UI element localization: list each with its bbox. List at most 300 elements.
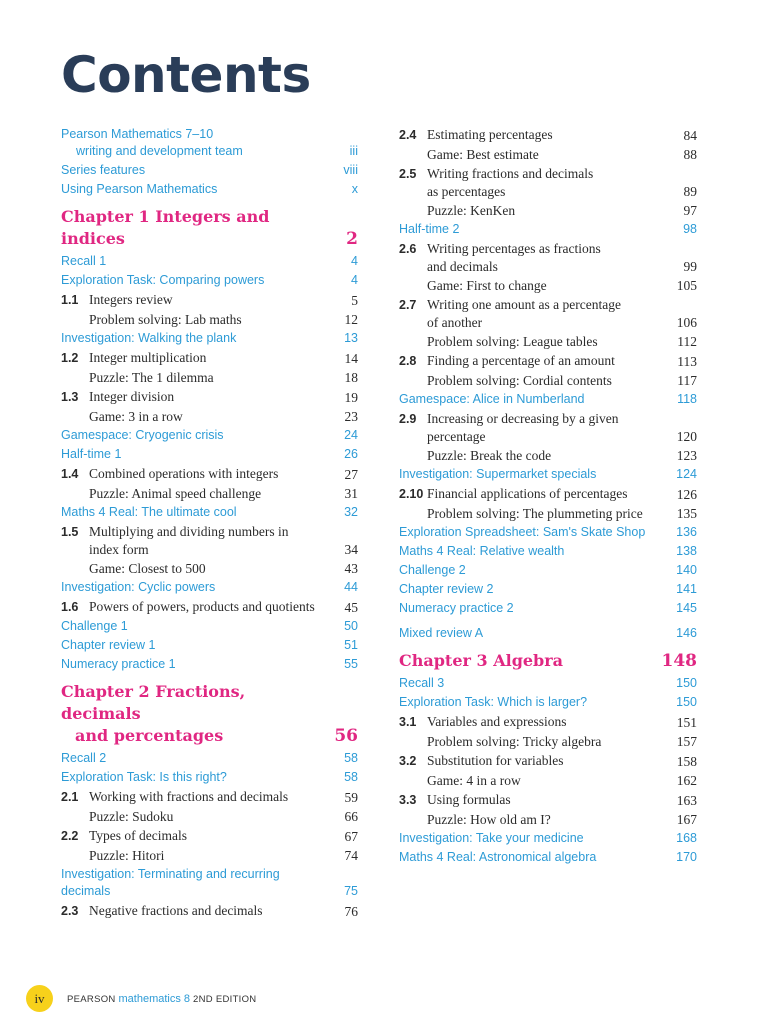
toc-entry — [399, 447, 697, 464]
page-ref: 89 — [683, 184, 697, 199]
page-ref: 51 — [344, 638, 358, 652]
toc-entry — [61, 311, 358, 328]
toc-entry-title: Estimating percentages — [427, 127, 553, 142]
toc-entry-title: Integers review — [89, 292, 173, 307]
page-ref: 27 — [344, 467, 358, 482]
toc-entry[interactable] — [61, 750, 358, 767]
toc-entry-label — [399, 372, 663, 389]
toc-entry-label — [399, 410, 663, 445]
toc-entry — [399, 296, 697, 331]
section-number: 2.1 — [61, 790, 79, 804]
toc-entry-label — [399, 581, 663, 598]
page-ref: 12 — [344, 312, 358, 327]
toc-entry — [399, 772, 697, 789]
page-number-badge: iv — [26, 985, 53, 1012]
toc-entry — [399, 126, 697, 144]
toc-entry-label — [61, 181, 324, 198]
page-ref: 168 — [676, 831, 697, 845]
section-number: 2.8 — [399, 354, 417, 368]
toc-entry-title: Numeracy practice 1 — [61, 657, 176, 671]
page-ref: 141 — [676, 582, 697, 596]
toc-entry — [399, 146, 697, 163]
toc-entry-title: Investigation: Cyclic powers — [61, 580, 216, 594]
toc-entry-title: Gamespace: Cryogenic crisis — [61, 428, 224, 442]
toc-entry — [399, 791, 697, 809]
footer-brand: mathematics 8 — [118, 992, 191, 1005]
toc-entry-title-continued: and decimals — [427, 259, 498, 274]
toc-entry-label — [61, 126, 324, 160]
toc-entry-label — [399, 675, 663, 692]
toc-entry-label — [61, 788, 324, 806]
page-ref: 136 — [676, 525, 697, 539]
toc-entry-title: Writing fractions and decimals — [427, 166, 594, 181]
page-ref: 97 — [683, 203, 697, 218]
toc-entry-title: Finding a percentage of an amount — [427, 353, 615, 368]
toc-entry-title: Financial applications of percentages — [427, 486, 628, 501]
page-ref: 24 — [344, 428, 358, 442]
toc-entry-label — [399, 811, 663, 828]
page-ref: 4 — [351, 254, 358, 268]
toc-entry-title: Game: Best estimate — [427, 147, 539, 162]
toc-entry[interactable] — [399, 625, 697, 642]
section-number: 1.2 — [61, 351, 79, 365]
toc-entry-title: Increasing or decreasing by a given — [427, 411, 619, 426]
toc-entry-title: Chapter 1 Integers and indices — [61, 207, 270, 248]
toc-entry-title-continued: writing and development team — [76, 144, 243, 158]
toc-entry — [61, 369, 358, 386]
page-ref: 13 — [344, 331, 358, 345]
page-ref: 58 — [344, 751, 358, 765]
toc-entry — [61, 598, 358, 616]
toc-entry — [61, 408, 358, 425]
page-ref: 74 — [344, 848, 358, 863]
page-ref: 140 — [676, 563, 697, 577]
toc-entry-label — [399, 524, 663, 541]
toc-entry-label — [399, 240, 663, 275]
page-ref: 26 — [344, 447, 358, 461]
page-ref: 118 — [677, 392, 697, 406]
toc-entry-title: Recall 1 — [61, 254, 107, 268]
page-ref: 117 — [677, 373, 697, 388]
toc-entry-title-continued: as percentages — [427, 184, 506, 199]
toc-entry[interactable] — [399, 221, 697, 238]
toc-entry-title: Substitution for variables — [427, 753, 564, 768]
toc-entry-title: Numeracy practice 2 — [399, 601, 514, 615]
toc-entry-title: Exploration Task: Comparing powers — [61, 273, 265, 287]
page-ref: 113 — [677, 354, 697, 369]
toc-entry-title: Series features — [61, 163, 146, 177]
toc-entry-title: Pearson Mathematics 7–10 — [61, 127, 214, 141]
toc-entry-label — [61, 206, 324, 250]
toc-entry-label — [61, 388, 324, 406]
toc-entry-label — [399, 296, 663, 331]
chapter-heading[interactable] — [399, 650, 697, 672]
toc-entry-label — [399, 543, 663, 560]
toc-entry[interactable] — [399, 581, 697, 598]
chapter-heading[interactable] — [61, 681, 358, 747]
toc-entry-title: Puzzle: The 1 dilemma — [89, 370, 214, 385]
toc-entry — [61, 827, 358, 845]
section-number: 3.2 — [399, 754, 417, 768]
page-ref: 67 — [344, 829, 358, 844]
toc-entry — [399, 372, 697, 389]
toc-entry-label — [61, 637, 324, 654]
toc-entry-title: Problem solving: The plummeting price — [427, 506, 643, 521]
toc-entry-label — [61, 162, 324, 179]
toc-entry-title: Puzzle: Hitori — [89, 848, 165, 863]
toc-entry-title: Chapter 2 Fractions, decimals — [61, 682, 246, 723]
footer-edition: 2ND EDITION — [193, 993, 257, 1005]
toc-entry-label — [399, 466, 663, 483]
toc-entry[interactable] — [61, 769, 358, 786]
toc-entry-title: Investigation: Supermarket specials — [399, 467, 597, 481]
toc-entry-title: Variables and expressions — [427, 714, 567, 729]
toc-entry-label — [399, 146, 663, 163]
toc-entry-label — [61, 866, 324, 900]
toc-entry[interactable] — [399, 543, 697, 560]
toc-entry[interactable] — [399, 849, 697, 866]
toc-entry-label — [399, 830, 663, 847]
toc-entry-label — [61, 465, 324, 483]
toc-entry-label — [61, 681, 324, 747]
toc-entry-title: Puzzle: How old am I? — [427, 812, 551, 827]
toc-entry-label — [399, 126, 663, 144]
toc-entry-label — [61, 272, 324, 289]
toc-entry-label — [61, 311, 324, 328]
section-number: 2.9 — [399, 412, 417, 426]
page-ref: 31 — [344, 486, 358, 501]
toc-entry[interactable] — [399, 562, 697, 579]
section-number: 3.1 — [399, 715, 417, 729]
toc-entry-title: Maths 4 Real: Astronomical algebra — [399, 850, 597, 864]
page-ref: 14 — [344, 351, 358, 366]
toc-entry-label — [61, 902, 324, 920]
toc-entry — [399, 713, 697, 731]
toc-entry-label — [399, 165, 663, 200]
toc-entry[interactable] — [61, 656, 358, 673]
toc-entry[interactable] — [399, 466, 697, 483]
section-number: 2.3 — [61, 904, 79, 918]
page-ref: 157 — [676, 734, 697, 749]
toc-entry-label — [61, 330, 324, 347]
toc-entry-title: Problem solving: League tables — [427, 334, 598, 349]
section-number: 1.6 — [61, 600, 79, 614]
page-ref: 32 — [344, 505, 358, 519]
toc-entry-title: Game: 3 in a row — [89, 409, 183, 424]
toc-entry-label — [399, 694, 663, 711]
section-number: 2.6 — [399, 242, 417, 256]
toc-entry-label — [399, 733, 663, 750]
page-ref: 66 — [344, 809, 358, 824]
page-ref: 148 — [661, 651, 697, 671]
toc-entry — [399, 333, 697, 350]
toc-entry-title: Exploration Spreadsheet: Sam's Skate Shop — [399, 525, 646, 539]
toc-entry-title: Puzzle: KenKen — [427, 203, 516, 218]
section-number: 3.3 — [399, 793, 417, 807]
page-ref: 34 — [344, 542, 358, 557]
toc-entry — [61, 465, 358, 483]
toc-entry[interactable] — [61, 181, 358, 198]
section-number: 2.2 — [61, 829, 79, 843]
page-ref: x — [351, 182, 358, 196]
page-title: Contents — [61, 46, 311, 104]
toc-entry-title: Types of decimals — [89, 828, 188, 843]
toc-entry-label — [399, 650, 662, 672]
toc-entry — [399, 202, 697, 219]
toc-entry — [61, 388, 358, 406]
toc-entry-title: Investigation: Take your medicine — [399, 831, 584, 845]
toc-entry-title: Maths 4 Real: Relative wealth — [399, 544, 565, 558]
toc-entry — [61, 560, 358, 577]
toc-entry — [399, 733, 697, 750]
toc-entry[interactable] — [61, 162, 358, 179]
toc-entry — [61, 523, 358, 558]
toc-entry-title-continued: percentage — [427, 429, 486, 444]
footer-series-title — [67, 993, 256, 1005]
page-ref: 151 — [676, 715, 697, 730]
toc-entry-label — [399, 625, 663, 642]
page-ref: 146 — [676, 626, 697, 640]
toc-entry-title-continued: and percentages — [75, 726, 224, 745]
page-ref: 88 — [683, 147, 697, 162]
toc-entry-label — [399, 277, 663, 294]
toc-entry-label — [61, 523, 324, 558]
toc-entry-title: Chapter review 1 — [61, 638, 156, 652]
toc-entry-title: Combined operations with integers — [89, 466, 279, 481]
toc-entry-label — [61, 369, 324, 386]
toc-entry-title: Writing one amount as a percentage — [427, 297, 622, 312]
toc-entry — [61, 485, 358, 502]
page-ref: 45 — [344, 600, 358, 615]
toc-entry-title: Problem solving: Cordial contents — [427, 373, 612, 388]
toc-entry-label — [61, 291, 324, 309]
toc-entry-title: Powers of powers, products and quotients — [89, 599, 315, 614]
section-number: 2.10 — [399, 487, 424, 501]
toc-entry-title: Chapter 3 Algebra — [399, 651, 564, 670]
toc-entry — [61, 788, 358, 806]
toc-entry — [399, 410, 697, 445]
toc-entry[interactable] — [61, 579, 358, 596]
toc-entry[interactable] — [61, 126, 358, 160]
toc-entry-title: Investigation: Terminating and recurring decimals — [61, 867, 280, 898]
page-ref: 75 — [344, 884, 358, 898]
toc-entry-title: Working with fractions and decimals — [89, 789, 289, 804]
page-footer — [26, 985, 256, 1012]
toc-entry-label — [61, 656, 324, 673]
toc-entry-label — [399, 752, 663, 770]
toc-entry-title: Integer division — [89, 389, 175, 404]
toc-entry-title: Recall 3 — [399, 676, 445, 690]
toc-entry-title: Challenge 2 — [399, 563, 466, 577]
toc-entry-title: Puzzle: Break the code — [427, 448, 552, 463]
page-ref: 158 — [676, 754, 697, 769]
page-ref: 138 — [676, 544, 697, 558]
toc-entry-label — [61, 847, 324, 864]
toc-entry-label — [61, 349, 324, 367]
page-ref: 43 — [344, 561, 358, 576]
page-ref: 19 — [344, 390, 358, 405]
toc-entry — [61, 291, 358, 309]
toc-entry-title: Half-time 2 — [399, 222, 460, 236]
page-ref: 112 — [677, 334, 697, 349]
toc-entry[interactable] — [61, 253, 358, 270]
page-ref: viii — [343, 163, 358, 177]
page-ref: 163 — [676, 793, 697, 808]
toc-entry — [399, 811, 697, 828]
toc-entry-title: Game: 4 in a row — [427, 773, 521, 788]
toc-entry-title-continued: index form — [89, 542, 149, 557]
page-ref: 150 — [676, 695, 697, 709]
page-ref: 124 — [676, 467, 697, 481]
page-ref: 126 — [676, 487, 697, 502]
toc-entry-label — [399, 447, 663, 464]
toc-entry — [61, 902, 358, 920]
toc-entry-title: Problem solving: Lab maths — [89, 312, 242, 327]
toc-entry-title: Puzzle: Animal speed challenge — [89, 486, 262, 501]
page-ref: iii — [349, 144, 358, 158]
toc-entry[interactable] — [61, 618, 358, 635]
toc-entry-label — [61, 598, 324, 616]
page-ref: 23 — [344, 409, 358, 424]
toc-entry-title: Chapter review 2 — [399, 582, 494, 596]
toc-entry-title: Challenge 1 — [61, 619, 128, 633]
toc-entry — [399, 485, 697, 503]
toc-entry — [399, 240, 697, 275]
page-ref: 58 — [344, 770, 358, 784]
page-ref: 2 — [346, 229, 358, 249]
toc-entry[interactable] — [61, 427, 358, 444]
toc-entry-label — [61, 750, 324, 767]
toc-entry[interactable] — [61, 637, 358, 654]
toc-entry-label — [399, 352, 663, 370]
section-number: 1.5 — [61, 525, 79, 539]
page-ref: 84 — [683, 128, 697, 143]
toc-entry-label — [61, 560, 324, 577]
footer-publisher: PEARSON — [67, 993, 116, 1005]
toc-entry-label — [61, 579, 324, 596]
page-ref: 99 — [683, 259, 697, 274]
toc-entry-label — [399, 333, 663, 350]
toc-entry-label — [61, 827, 324, 845]
toc-entry-title: Game: First to change — [427, 278, 547, 293]
toc-entry-title: Puzzle: Sudoku — [89, 809, 174, 824]
toc-entry — [399, 165, 697, 200]
page-ref: 98 — [683, 222, 697, 236]
toc-entry — [399, 352, 697, 370]
toc-entry-title: Recall 2 — [61, 751, 107, 765]
toc-entry-title: Half-time 1 — [61, 447, 122, 461]
section-number: 1.3 — [61, 390, 79, 404]
toc-entry[interactable] — [61, 866, 358, 900]
page-ref: 120 — [676, 429, 697, 444]
toc-entry-title: Game: Closest to 500 — [89, 561, 206, 576]
toc-entry[interactable] — [399, 600, 697, 617]
toc-entry-label — [399, 202, 663, 219]
toc-entry[interactable] — [61, 272, 358, 289]
toc-entry — [399, 277, 697, 294]
section-number: 2.4 — [399, 128, 417, 142]
section-number: 1.4 — [61, 467, 79, 481]
page-ref: 135 — [676, 506, 697, 521]
page-ref: 55 — [344, 657, 358, 671]
toc-entry-title: Exploration Task: Which is larger? — [399, 695, 588, 709]
page-ref: 167 — [676, 812, 697, 827]
toc-entry[interactable] — [399, 524, 697, 541]
chapter-heading[interactable] — [61, 206, 358, 250]
page-ref: 150 — [676, 676, 697, 690]
page-ref: 76 — [344, 904, 358, 919]
page-ref: 4 — [351, 273, 358, 287]
page-ref: 50 — [344, 619, 358, 633]
toc-entry[interactable] — [399, 675, 697, 692]
page-ref: 18 — [344, 370, 358, 385]
toc-entry-label — [399, 221, 663, 238]
toc-entry-label — [399, 562, 663, 579]
toc-entry — [399, 752, 697, 770]
toc-column-left — [61, 126, 358, 922]
page-ref: 105 — [676, 278, 697, 293]
toc-entry-label — [61, 408, 324, 425]
toc-entry-label — [61, 618, 324, 635]
section-number: 2.7 — [399, 298, 417, 312]
toc-entry-label — [61, 253, 324, 270]
toc-entry-label — [61, 808, 324, 825]
toc-entry[interactable] — [399, 830, 697, 847]
toc-entry-title: Using Pearson Mathematics — [61, 182, 218, 196]
toc-entry-title: Gamespace: Alice in Numberland — [399, 392, 585, 406]
toc-entry-label — [399, 713, 663, 731]
toc-entry-label — [399, 600, 663, 617]
toc-entry[interactable] — [61, 330, 358, 347]
page-ref: 123 — [676, 448, 697, 463]
toc-entry-title: Investigation: Walking the plank — [61, 331, 237, 345]
toc-entry-title: Problem solving: Tricky algebra — [427, 734, 602, 749]
toc-entry-label — [399, 505, 663, 522]
section-number: 1.1 — [61, 293, 79, 307]
toc-entry-label — [399, 772, 663, 789]
toc-entry-label — [399, 791, 663, 809]
toc-entry-title: Negative fractions and decimals — [89, 903, 263, 918]
page-ref: 56 — [334, 726, 358, 746]
page-ref: 5 — [351, 293, 358, 308]
section-number: 2.5 — [399, 167, 417, 181]
toc-entry[interactable] — [61, 446, 358, 463]
toc-entry[interactable] — [61, 504, 358, 521]
page-ref: 59 — [344, 790, 358, 805]
toc-entry-title: Integer multiplication — [89, 350, 207, 365]
page-ref: 106 — [676, 315, 697, 330]
toc-entry-label — [399, 849, 663, 866]
toc-entry-title: Maths 4 Real: The ultimate cool — [61, 505, 237, 519]
toc-entry-label — [61, 504, 324, 521]
toc-entry[interactable] — [399, 391, 697, 408]
page-ref: 170 — [676, 850, 697, 864]
toc-entry[interactable] — [399, 694, 697, 711]
toc-entry-title: Writing percentages as fractions — [427, 241, 601, 256]
toc-entry-label — [399, 391, 663, 408]
toc-entry — [61, 808, 358, 825]
page-ref: 162 — [676, 773, 697, 788]
toc-entry-title: Exploration Task: Is this right? — [61, 770, 227, 784]
toc-entry-label — [61, 446, 324, 463]
toc-entry — [399, 505, 697, 522]
page-ref: 145 — [676, 601, 697, 615]
page-ref: 44 — [344, 580, 358, 594]
toc-entry — [61, 847, 358, 864]
toc-entry-label — [61, 769, 324, 786]
toc-entry-title-continued: of another — [427, 315, 483, 330]
toc-entry-title: Multiplying and dividing numbers in — [89, 524, 289, 539]
